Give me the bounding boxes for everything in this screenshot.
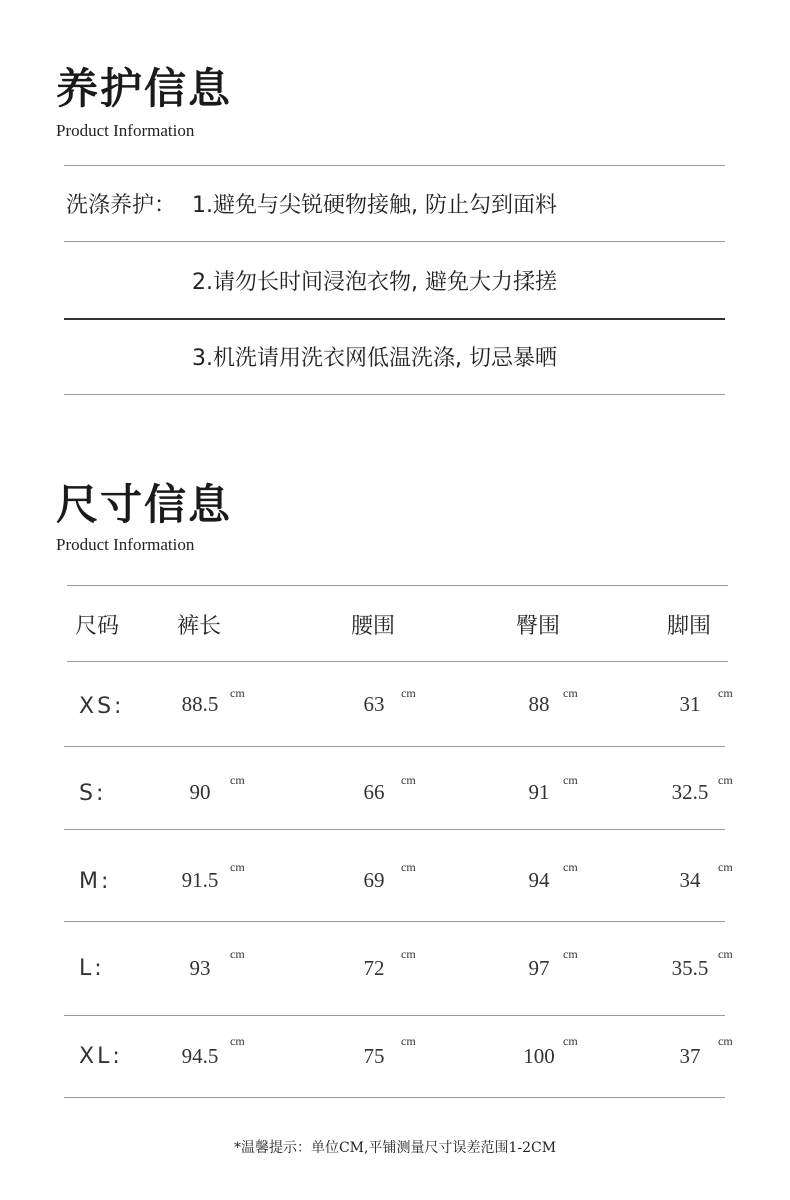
- unit-label: cm: [718, 773, 733, 787]
- length-value: 94.5: [181, 1044, 219, 1068]
- footnote: *温馨提示：单位CM,平铺测量尺寸误差范围1-2CM: [233, 1140, 557, 1156]
- hem-value: 31: [679, 692, 701, 716]
- divider: [64, 1097, 725, 1098]
- waist-value: 72: [363, 956, 385, 980]
- unit-label: cm: [230, 860, 245, 874]
- size-label: XL:: [79, 1044, 123, 1069]
- hem-value: 34: [679, 868, 701, 892]
- length-value: 91.5: [181, 868, 219, 892]
- unit-label: cm: [718, 860, 733, 874]
- care-subtitle: Product Information: [56, 121, 195, 140]
- hip-value: 97: [528, 956, 550, 980]
- hip-value: 94: [528, 868, 550, 892]
- unit-label: cm: [563, 686, 578, 700]
- size-label: XS:: [79, 694, 125, 719]
- unit-label: cm: [563, 1034, 578, 1048]
- waist-value: 69: [363, 868, 385, 892]
- header-hem: 脚围: [667, 614, 712, 639]
- length-value: 93: [189, 956, 211, 980]
- care-item-1: 1.避免与尖锐硬物接触, 防止勾到面料: [192, 193, 557, 218]
- divider: [67, 661, 728, 662]
- unit-label: cm: [230, 1034, 245, 1048]
- unit-label: cm: [230, 773, 245, 787]
- unit-label: cm: [401, 1034, 416, 1048]
- unit-label: cm: [563, 947, 578, 961]
- divider: [64, 921, 725, 922]
- length-value: 88.5: [181, 692, 219, 716]
- divider: [64, 746, 725, 747]
- care-item-2: 2.请勿长时间浸泡衣物, 避免大力揉搓: [192, 270, 557, 295]
- unit-label: cm: [230, 686, 245, 700]
- size-label: M:: [79, 869, 112, 894]
- size-label: S:: [79, 781, 107, 806]
- header-waist: 腰围: [351, 614, 396, 639]
- unit-label: cm: [563, 773, 578, 787]
- hem-value: 32.5: [671, 780, 709, 804]
- header-size: 尺码: [75, 614, 120, 639]
- unit-label: cm: [401, 686, 416, 700]
- divider: [64, 1015, 725, 1016]
- unit-label: cm: [401, 773, 416, 787]
- hip-value: 88: [528, 692, 550, 716]
- unit-label: cm: [563, 860, 578, 874]
- care-label: 洗涤养护：: [66, 193, 177, 218]
- care-title: 养护信息: [56, 64, 233, 113]
- waist-value: 75: [363, 1044, 385, 1068]
- care-item-3: 3.机洗请用洗衣网低温洗涤, 切忌暴晒: [192, 346, 557, 371]
- unit-label: cm: [718, 947, 733, 961]
- divider: [64, 165, 725, 166]
- header-hip: 臀围: [516, 614, 561, 639]
- unit-label: cm: [718, 1034, 733, 1048]
- unit-label: cm: [401, 860, 416, 874]
- waist-value: 63: [363, 692, 385, 716]
- divider: [64, 318, 725, 320]
- divider: [64, 394, 725, 395]
- unit-label: cm: [401, 947, 416, 961]
- size-label: L:: [79, 956, 105, 981]
- length-value: 90: [189, 780, 211, 804]
- size-title: 尺寸信息: [56, 480, 233, 529]
- hip-value: 100: [523, 1044, 555, 1068]
- divider: [64, 241, 725, 242]
- hem-value: 35.5: [671, 956, 709, 980]
- unit-label: cm: [230, 947, 245, 961]
- header-length: 裤长: [177, 614, 222, 639]
- divider: [67, 585, 728, 586]
- hip-value: 91: [528, 780, 550, 804]
- size-subtitle: Product Information: [56, 535, 195, 554]
- divider: [64, 829, 725, 830]
- waist-value: 66: [363, 780, 385, 804]
- unit-label: cm: [718, 686, 733, 700]
- hem-value: 37: [679, 1044, 701, 1068]
